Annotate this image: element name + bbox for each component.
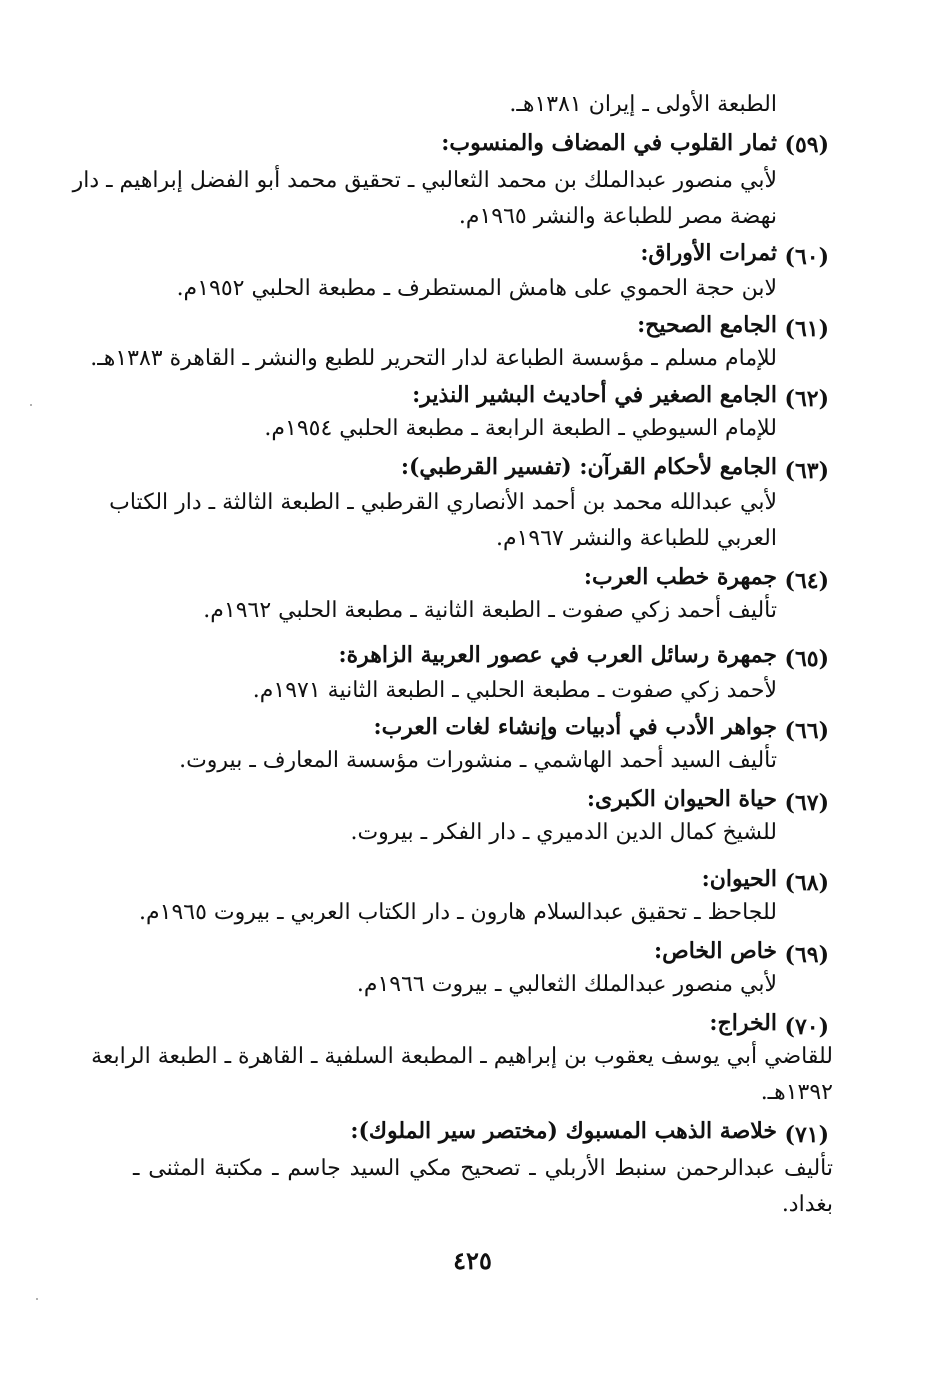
entry-number: (٦٤) — [784, 568, 829, 594]
entry-title: خلاصة الذهب المسبوك (مختصر سير الملوك): — [350, 1118, 777, 1144]
entry-detail: تأليف عبدالرحمن سنبط الأربلي ـ تصحيح مكي السيد جاسم ـ مكتبة المثنى ـ — [133, 1156, 833, 1181]
entry-title: الحيوان: — [701, 866, 777, 892]
entry-number: (٥٩) — [784, 132, 829, 158]
entry-title: الجامع لأحكام القرآن: (تفسير القرطبي): — [400, 454, 777, 480]
entry-detail: لابن حجة الحموي على هامش المستطرف ـ مطبعة الحلبي ١٩٥٢م. — [176, 276, 777, 301]
entry-number: (٦٠) — [784, 244, 829, 270]
entry-title: جمهرة خطب العرب: — [583, 564, 777, 590]
entry-number: (٧١) — [784, 1122, 829, 1148]
page-number: ٤٢٥ — [453, 1246, 492, 1275]
entry-detail: لأبي منصور عبدالملك الثعالبي ـ بيروت ١٩٦٦م. — [356, 972, 777, 997]
entry-number: (٦٢) — [784, 386, 829, 412]
entry-title: جواهر الأدب في أدبيات وإنشاء لغات العرب: — [373, 714, 777, 740]
entry-detail: تأليف السيد أحمد الهاشمي ـ منشورات مؤسسة المعارف ـ بيروت. — [179, 748, 777, 773]
entry-detail: تأليف أحمد زكي صفوت ـ الطبعة الثانية ـ مطبعة الحلبي ١٩٦٢م. — [203, 598, 777, 623]
entry-number: (٦٩) — [784, 942, 829, 968]
entry-title: ثمار القلوب في المضاف والمنسوب: — [441, 130, 777, 156]
entry-title: خاص الخاص: — [654, 938, 777, 964]
entry-detail: بغداد. — [781, 1192, 833, 1217]
entry-number: (٦٦) — [784, 718, 829, 744]
entry-detail: لأبي منصور عبدالملك بن محمد الثعالبي ـ تحقيق محمد أبو الفضل إبراهيم ـ دار — [72, 168, 777, 193]
entry-title: ثمرات الأوراق: — [640, 240, 777, 266]
entry-detail: للشيخ كمال الدين الدميري ـ دار الفكر ـ بيروت. — [350, 820, 777, 845]
entry-detail: لأبي عبدالله محمد بن أحمد الأنصاري القرطبي ـ الطبعة الثالثة ـ دار الكتاب — [109, 490, 777, 515]
scan-speck — [36, 1298, 38, 1300]
entry-title: الجامع الصغير في أحاديث البشير النذير: — [412, 382, 777, 408]
entry-title: الخراج: — [709, 1010, 777, 1036]
scan-speck — [30, 404, 32, 406]
entry-number: (٦٣) — [784, 458, 829, 484]
entry-detail: العربي للطباعة والنشر ١٩٦٧م. — [495, 526, 777, 551]
entry-title: الجامع الصحيح: — [637, 312, 777, 338]
entry-detail: ١٣٩٢هـ. — [760, 1080, 833, 1105]
entry-title: حياة الحيوان الكبرى: — [586, 786, 777, 812]
entry-detail: للإمام السيوطي ـ الطبعة الرابعة ـ مطبعة الحلبي ١٩٥٤م. — [264, 416, 777, 441]
entry-detail: لأحمد زكي صفوت ـ مطبعة الحلبي ـ الطبعة الثانية ١٩٧١م. — [252, 678, 777, 703]
entry-number: (٦٨) — [784, 870, 829, 896]
entry-number: (٦٧) — [784, 790, 829, 816]
entry-detail: للإمام مسلم ـ مؤسسة الطباعة لدار التحرير للطبع والنشر ـ القاهرة ١٣٨٣هـ. — [90, 346, 777, 371]
continuation-line: الطبعة الأولى ـ إيران ١٣٨١هـ. — [509, 92, 777, 117]
entry-title: جمهرة رسائل العرب في عصور العربية الزاهرة: — [338, 642, 777, 668]
entry-detail: للجاحظ ـ تحقيق عبدالسلام هارون ـ دار الكتاب العربي ـ بيروت ١٩٦٥م. — [139, 900, 777, 925]
entry-number: (٧٠) — [784, 1014, 829, 1040]
entry-number: (٦١) — [784, 316, 829, 342]
entry-number: (٦٥) — [784, 646, 829, 672]
entry-detail: للقاضي أبي يوسف يعقوب بن إبراهيم ـ المطبعة السلفية ـ القاهرة ـ الطبعة الرابعة — [91, 1044, 833, 1069]
entry-detail: نهضة مصر للطباعة والنشر ١٩٦٥م. — [458, 204, 777, 229]
